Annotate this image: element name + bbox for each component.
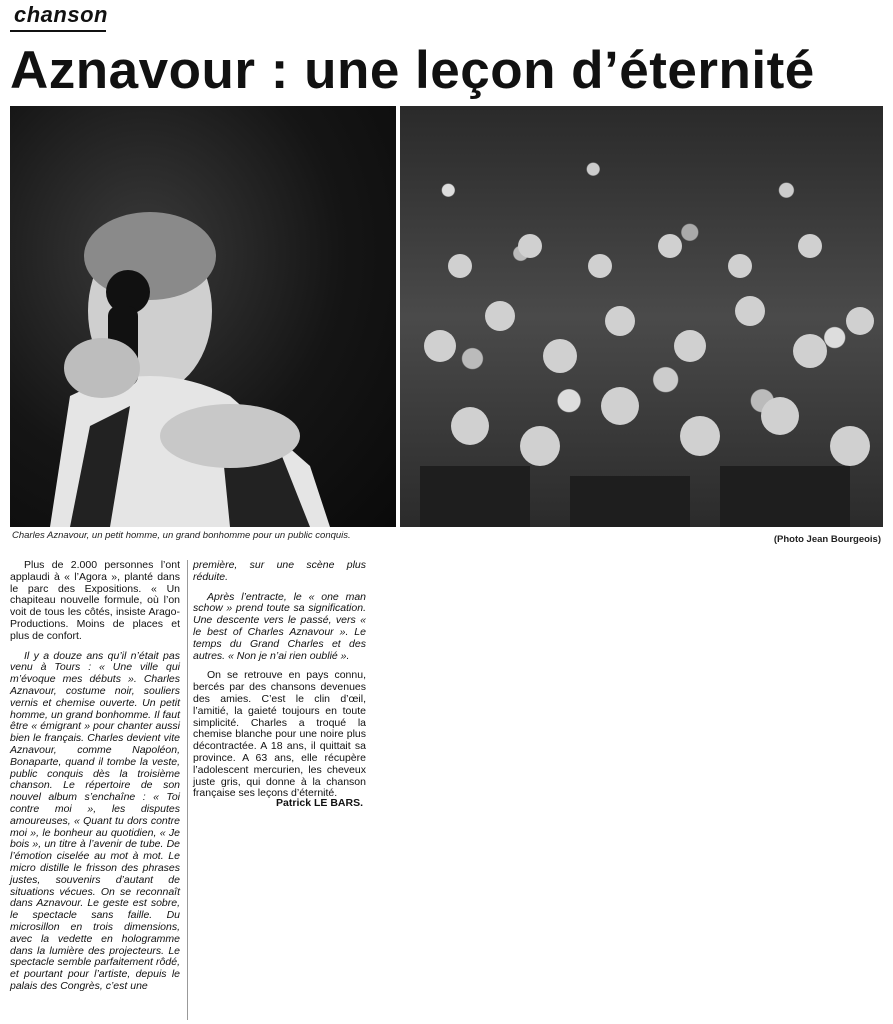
article-column-1 [10, 560, 180, 1001]
photo-credit: (Photo Jean Bourgeois) [773, 534, 881, 545]
photo-aznavour [10, 106, 396, 527]
photo-caption: Charles Aznavour, un petit homme, un grand bonhomme pour un public conquis. [12, 530, 351, 541]
paragraph: Après l’entracte, le « one man schow » prend toute sa signification. Une descente vers le passé, vers « le best of Charles Aznavour ». Le temps du Grand Charles et des autres. « Non je n’ai rien oublié ». [193, 590, 366, 662]
column-divider [187, 560, 188, 1020]
section-rubric: chanson [14, 2, 108, 27]
photo-audience [400, 106, 883, 527]
photo-audience-illustration [400, 106, 883, 527]
headline: Aznavour : une leçon d’éternité [10, 41, 815, 100]
paragraph: On se retrouve en pays connu, bercés par des chansons devenues des amies. C’est le clin d’œil, l’amitié, la gaieté toujours en toute simplicité. Charles a troqué la chemise blanche pour une noire plus décontractée. A 18 ans, il quittait sa province. A 63 ans, elle récupère l’adolescent mercurien, les cheveux juste gris, qui donne à la chanson française ses leçons d’éternité. [193, 669, 366, 800]
paragraph: Il y a douze ans qu’il n’était pas venu à Tours : « Une ville qui m’évoque mes débuts ». Charles Aznavour, costume noir, souliers vernis et chemise ouverte. Un petit homme, un grand bonhomme. Il faut être « émigrant » pour chanter aussi bien le français. Charles devient vite Aznavour, comme Napoléon, Bonaparte, quand il tombe la veste, public conquis dès la troisième chanson. Le répertoire de son nouvel album s’enchaîne : « Toi contre moi », les disputes amoureuses, « Quant tu dors contre moi », le bonheur au quotidien, « Je bois », un titre à l’avenir de tube. De l’émotion ciselée au mot à mot. Le micro distille le frisson des phrases justes, souvenirs d’autant de situations vécues. On se reconnaît dans Aznavour. Le geste est sobre, le spectacle sans faille. Du microsillon en trois dimensions, avec la vedette en hologramme dans la lumière des projecteurs. Le spectacle semble parfaitement rôdé, et pourtant pour l’artiste, depuis le palais des Congrès, c’est une [10, 649, 180, 992]
paragraph: première, sur une scène plus réduite. [193, 559, 366, 583]
rubric-underline [10, 30, 106, 32]
paragraph: Plus de 2.000 personnes l’ont applaudi à « l’Agora », planté dans le parc des Expositions. « Un chapiteau nouvelle formule, où l’on voit de tous les côtés, insiste Arago-Productions. Moins de places et plus de confort. [10, 559, 180, 642]
author-signature: Patrick LE BARS. [276, 797, 363, 809]
photo-aznavour-illustration [10, 106, 396, 527]
article-column-2 [193, 560, 366, 808]
